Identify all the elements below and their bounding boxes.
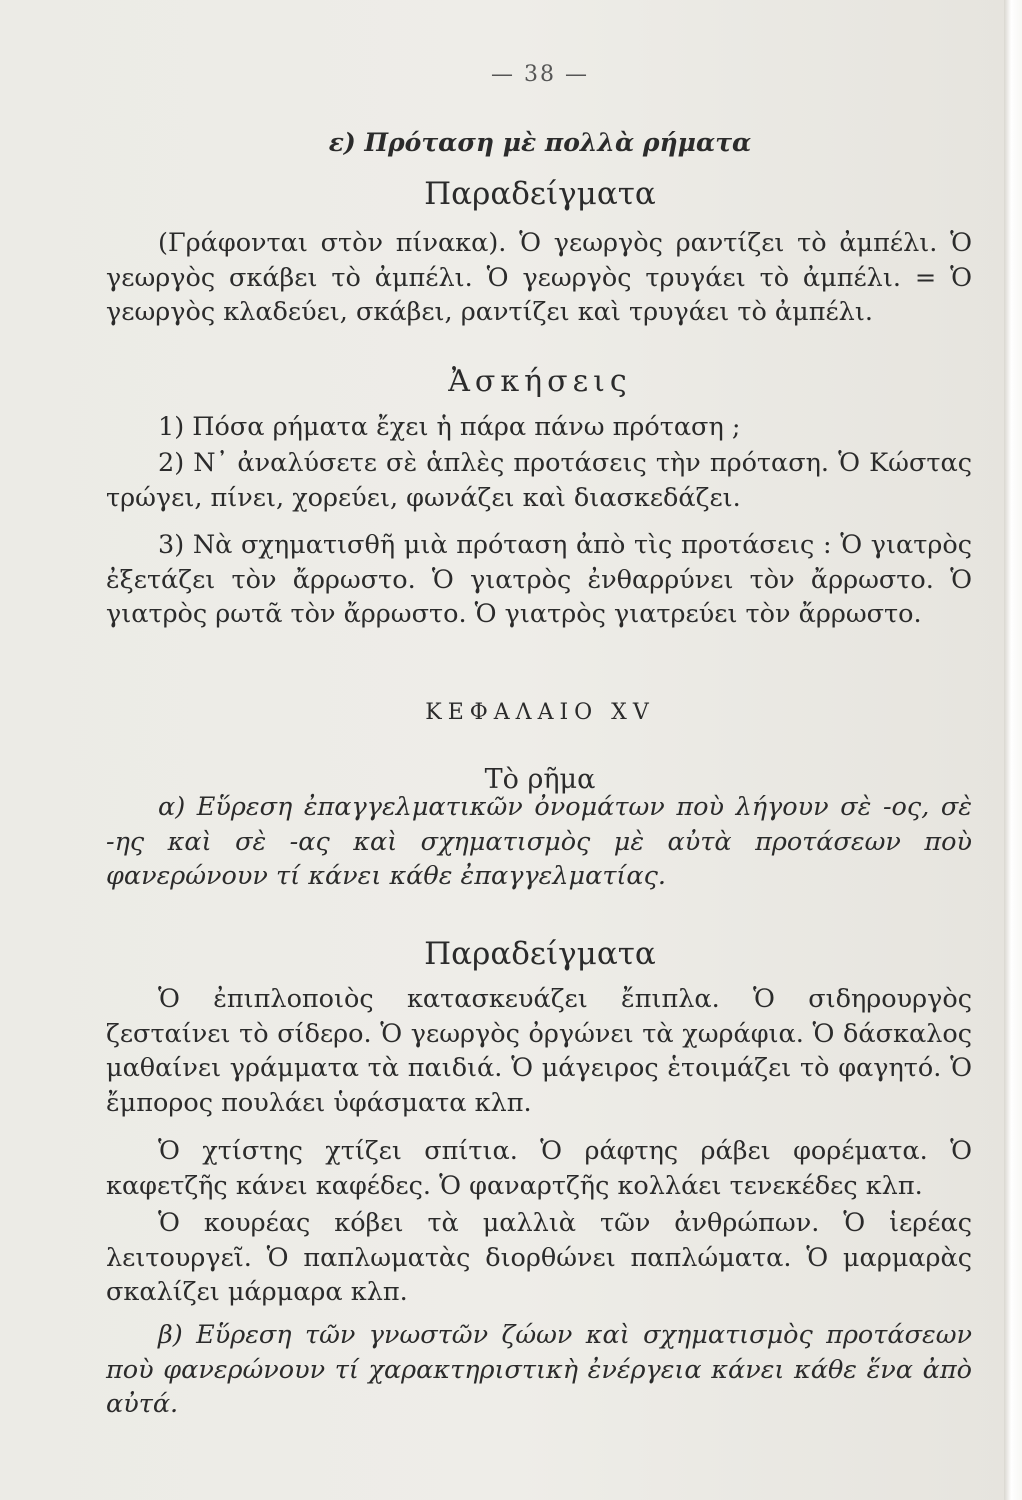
examples-heading-2: Παραδείγματα xyxy=(424,936,656,972)
exercise-1-block xyxy=(106,410,972,445)
exercise-2: 2) Ν᾽ ἀναλύσετε σὲ ἁπλὲς προτάσεις τὴν πρόταση. Ὁ Κώστας τρώγει, πίνει, χορεύει, φωνάζει καὶ διασκεδάζει. xyxy=(106,448,972,513)
chapter-heading: ΚΕΦΑΛΑΙΟ XV xyxy=(425,700,655,725)
examples-text-1: (Γράφονται στὸν πίνακα). Ὁ γεωργὸς ραντίζει τὸ ἀμπέλι. Ὁ γεωργὸς σκάβει τὸ ἀμπέλι. Ὁ γεωργὸς τρυγάει τὸ ἀμπέλι. = Ὁ γεωργὸς κλαδεύει, σκάβει, ραντίζει καὶ τρυγάει τὸ ἀμπέλι. xyxy=(106,228,972,327)
item-a-block xyxy=(106,790,972,894)
section-title: ε) Πρόταση μὲ πολλὰ ρήματα xyxy=(328,128,752,157)
exercise-2-block xyxy=(106,446,972,515)
examples-text-2c: Ὁ κουρέας κόβει τὰ μαλλιὰ τῶν ἀνθρώπων. Ὁ ἱερέας λειτουργεῖ. Ὁ παπλωματὰς διορθώνει παπλώματα. Ὁ μαρμαρὰς σκαλίζει μάρμαρα κλπ. xyxy=(106,1208,972,1307)
exercise-3-block xyxy=(106,528,972,632)
examples-heading-1: Παραδείγματα xyxy=(424,176,656,212)
exercise-3: 3) Νὰ σχηματισθῆ μιὰ πρόταση ἀπὸ τὶς προτάσεις : Ὁ γιατρὸς ἐξετάζει τὸν ἄρρωστο. Ὁ γιατρὸς ἐνθαρρύνει τὸν ἄρρωστο. Ὁ γιατρὸς ρωτᾶ τὸν ἄρρωστο. Ὁ γιατρὸς γιατρεύει τὸν ἄρρωστο. xyxy=(106,530,972,629)
examples-block-2c xyxy=(106,1206,972,1310)
item-b-block xyxy=(106,1318,972,1422)
examples-block-1 xyxy=(106,226,972,330)
examples-block-2b xyxy=(106,1134,972,1203)
exercise-1: 1) Πόσα ρήματα ἔχει ἡ πάρα πάνω πρόταση ; xyxy=(158,412,741,442)
page-number: — 38 — xyxy=(491,62,589,87)
exercises-heading: Ἀσκήσεις xyxy=(448,364,632,399)
page-edge xyxy=(1004,0,1022,1500)
examples-text-2b: Ὁ χτίστης χτίζει σπίτια. Ὁ ράφτης ράβει φορέματα. Ὁ καφετζῆς κάνει καφέδες. Ὁ φαναρτζῆς κολλάει τενεκέδες κλπ. xyxy=(106,1136,972,1201)
examples-text-2a: Ὁ ἐπιπλοποιὸς κατασκευάζει ἔπιπλα. Ὁ σιδηρουργὸς ζεσταίνει τὸ σίδερο. Ὁ γεωργὸς ὀργώνει τὰ χωράφια. Ὁ δάσκαλος μαθαίνει γράμματα τὰ παιδιά. Ὁ μάγειρος ἑτοιμάζει τὸ φαγητό. Ὁ ἔμπορος πουλάει ὑφάσματα κλπ. xyxy=(106,984,972,1118)
item-b: β) Εὕρεση τῶν γνωστῶν ζώων καὶ σχηματισμὸς προτάσεων ποὺ φανερώνουν τί χαρακτηριστικὴ ἐνέργεια κάνει κάθε ἕνα ἀπὸ αὐτά. xyxy=(106,1320,972,1419)
item-a: α) Εὕρεση ἐπαγγελματικῶν ὀνομάτων ποὺ λήγουν σὲ -ος, σὲ -ης καὶ σὲ -ας καὶ σχηματισμὸς μὲ αὐτὰ προτάσεων ποὺ φανερώνουν τί κάνει κάθε ἐπαγγελματίας. xyxy=(106,792,972,891)
examples-block-2a xyxy=(106,982,972,1120)
chapter-subtitle: Τὸ ρῆμα xyxy=(484,764,596,795)
